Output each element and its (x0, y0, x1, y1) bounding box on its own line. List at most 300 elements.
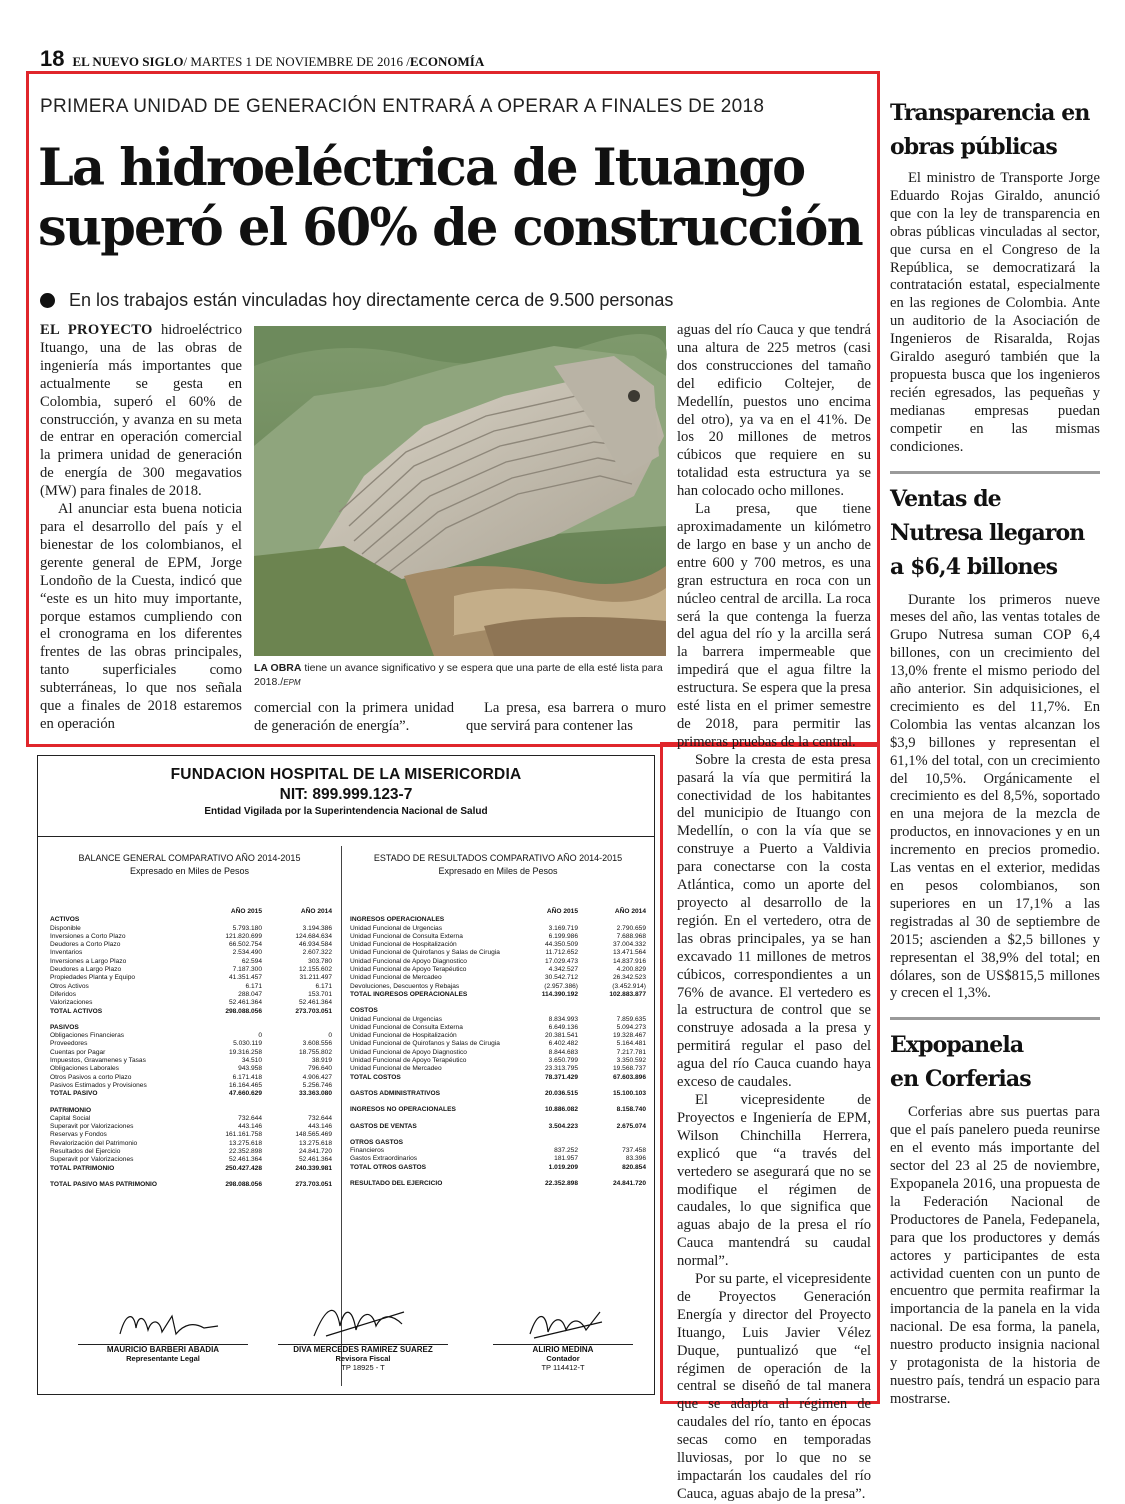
table-row (350, 966, 646, 974)
table-row (50, 991, 332, 999)
column-2-text: comercial con la primera unidad de generación de energía”. (254, 700, 454, 734)
value-2015: 298.088.056 (225, 1180, 262, 1188)
table-row (350, 1007, 646, 1015)
article-kicker: PRIMERA UNIDAD DE GENERACIÓN ENTRARÁ A OPERAR A FINALES DE 2018 (40, 96, 765, 117)
signature-legal-rep (114, 1304, 224, 1344)
table-row (350, 1131, 646, 1139)
signature-block-3: ALIRIO MEDINA Contador TP 114412-T (493, 1344, 633, 1372)
row-label: Devoluciones, Descuentos y Rebajas (350, 982, 460, 990)
value-2015: 22.352.898 (544, 1180, 578, 1188)
row-label: Valorizaciones (50, 999, 93, 1007)
article-column-3 (466, 700, 666, 740)
table-row (50, 1123, 332, 1131)
value-2015: 1.019.209 (548, 1163, 578, 1171)
value-2014: 240.339.981 (295, 1164, 332, 1172)
row-label (50, 1016, 194, 1024)
row-label: Otros Pasivos a corto Plazo (50, 1073, 132, 1081)
value-2015 (194, 1016, 262, 1024)
table-row (50, 1156, 332, 1164)
table-row (350, 1057, 646, 1065)
value-2014: 13.471.564 (612, 949, 646, 957)
row-label: OTROS GASTOS (350, 1138, 404, 1146)
row-label: Otros Activos (50, 982, 89, 990)
row-label: INGRESOS OPERACIONALES (350, 916, 445, 924)
value-2015: 11.712.652 (545, 949, 578, 957)
deck-text: En los trabajos están vinculadas hoy directamente cerca de 9.500 personas (69, 290, 674, 310)
row-label: Unidad Funcional de Urgencias (350, 1015, 443, 1023)
table-row (350, 1115, 646, 1123)
row-label: TOTAL ACTIVOS (50, 1007, 103, 1015)
row-label: Disponible (50, 924, 81, 932)
lead-in: EL PROYECTO (40, 322, 153, 338)
brief-transparencia (890, 96, 1100, 457)
brief-1-text: El ministro de Transporte Jorge Eduardo Rojas Giraldo, anunció que con la ley de transparencia en obras públicas vinculadas al sector, que cursa en el Congreso de la República, se democratizará la contratación estatal, especialmente en las regiones de Colombia. Ante un auditorio de la Asociación de Ingenieros de Risaralda, Rojas Giraldo aseguró también que la propuesta busca que los ingenieros recién egresados, las pequeñas y medianas empresas puedan competir en las mismas condiciones. (890, 170, 1100, 455)
value-2015: 8.834.993 (548, 1015, 578, 1023)
value-2015: 20.036.515 (544, 1089, 578, 1097)
value-2014 (262, 1173, 332, 1181)
table-row (350, 1180, 646, 1188)
income-statement-table (350, 908, 646, 1188)
row-label (50, 1173, 194, 1181)
table-row (350, 941, 646, 949)
value-2014: 2.790.659 (616, 924, 646, 932)
value-2015: 443.146 (238, 1123, 262, 1131)
table-row (50, 925, 332, 933)
page-number: 18 (40, 46, 65, 71)
value-2015 (194, 1024, 262, 1032)
value-2015: 52.461.364 (228, 999, 262, 1007)
row-label: Unidad Funcional de Quirofanos y Salas de Cirugia (350, 949, 500, 957)
row-label: GASTOS ADMINISTRATIVOS (350, 1089, 440, 1097)
headline-line-1: La hidroeléctrica de Ituango (38, 138, 805, 198)
value-2014 (578, 999, 646, 1007)
row-label (350, 1172, 516, 1180)
row-label: GASTOS DE VENTAS (350, 1122, 417, 1130)
value-2015: 837.252 (554, 1147, 578, 1155)
table-row (50, 1032, 332, 1040)
value-2015 (516, 999, 578, 1007)
table-row (350, 999, 646, 1007)
value-2014: 6.171 (315, 982, 332, 990)
row-label: INGRESOS NO OPERACIONALES (350, 1106, 456, 1114)
row-label (350, 1115, 516, 1123)
row-label: Proveedores (50, 1040, 88, 1048)
table-row (50, 941, 332, 949)
row-label: RESULTADO DEL EJERCICIO (350, 1180, 443, 1188)
table-row (350, 1016, 646, 1024)
table-row (50, 1008, 332, 1016)
value-2015 (516, 1098, 578, 1106)
value-2015: 4.342.527 (548, 966, 578, 974)
table-row (350, 949, 646, 957)
column-4-paragraph-5: Por su parte, el vicepresidente de Proyectos Generación Energía y director del Proyecto Ituango, Luis Javier Vélez Duque, puntualizó que “el régimen de operación de la central se diseñó de tal manera que se adapta al régimen de caudales del río, tanto en épocas secas como en temporadas lluviosas, por lo que no se impactarán los caudales del río Cauca, aguas abajo de la presa”. (677, 1271, 871, 1502)
value-2014: 303.780 (308, 957, 332, 965)
row-label: Unidad Funcional de Apoyo Diagnostico (350, 1048, 467, 1056)
value-2014 (578, 1098, 646, 1106)
caption-credit: EPM (283, 678, 301, 687)
value-2014: 820.854 (622, 1163, 646, 1171)
value-2014: 19.568.737 (612, 1065, 646, 1073)
value-2015: 2.534.490 (232, 949, 262, 957)
value-2014: 46.934.584 (298, 941, 332, 949)
signature-fiscal-reviewer (306, 1296, 416, 1344)
row-label: Unidad Funcional de Apoyo Terapéutico (350, 966, 467, 974)
table-row (50, 1024, 332, 1032)
value-2014: 0 (328, 1032, 332, 1040)
value-2014: 15.100.103 (612, 1089, 646, 1097)
value-2014 (262, 1024, 332, 1032)
value-2015: 30.542.712 (544, 974, 578, 982)
column-4-paragraph-3: Sobre la cresta de esta presa pasará la vía que permitirá la conectividad de los habitantes del municipio de Ituango con Medellín, o con la vía que se construye a Puerto a Valdivia para conectarse con la costa Atlántica, como un aporte del proyecto al desarrollo de la región. En el vertedero, otra de las obras principales, ya se han excavado 11 millones de metros cúbicos, correspondientes a un 76% de avance. El vertedero es la estructura de control que se construye adosada a la presa y permitirá regular el paso del agua del río Cauca cuando haya exceso de caudales. (677, 751, 871, 1091)
column-3-text: La presa, esa barrera o muro que servirá para contener las (466, 700, 666, 734)
value-2014 (578, 1115, 646, 1123)
value-2014: 14.837.916 (612, 957, 646, 965)
row-label (350, 1082, 516, 1090)
row-label: Obligaciones Laborales (50, 1065, 119, 1073)
value-2015 (516, 1131, 578, 1139)
value-2014: 443.146 (308, 1123, 332, 1131)
sidebar-briefs (890, 96, 1100, 1407)
value-2014: 124.684.634 (295, 932, 332, 940)
value-2014 (262, 1016, 332, 1024)
value-2015 (516, 916, 578, 924)
table-row (50, 983, 332, 991)
value-2015: 22.352.898 (228, 1148, 262, 1156)
table-row (350, 1090, 646, 1098)
table-row (50, 916, 332, 924)
table-row (50, 933, 332, 941)
value-2014: 24.841.720 (298, 1148, 332, 1156)
row-label: Deudores a Corto Plazo (50, 941, 121, 949)
value-2015 (194, 1173, 262, 1181)
value-2015: 13.275.618 (228, 1139, 262, 1147)
value-2015: 5.030.119 (233, 1040, 262, 1048)
column-header-2014: AÑO 2014 (300, 908, 332, 915)
value-2015: 34.510 (241, 1057, 262, 1065)
row-label: Superavit por Valorizaciones (50, 1123, 134, 1131)
table-row (50, 949, 332, 957)
balance-subtitle: Expresado en Miles de Pesos (129, 866, 250, 876)
table-row (350, 1049, 646, 1057)
value-2014: 273.703.051 (295, 1007, 332, 1015)
brief-expopanela (890, 1028, 1100, 1408)
row-label: Reservas y Fondos (50, 1131, 107, 1139)
value-2014: 19.328.467 (612, 1032, 646, 1040)
financial-statement-ad (37, 755, 655, 1395)
value-2014: 732.644 (308, 1114, 332, 1122)
row-label: Unidad Funcional de Mercadeo (350, 1065, 442, 1073)
value-2014: 5.164.481 (616, 1040, 646, 1048)
row-label: TOTAL COSTOS (350, 1073, 401, 1081)
table-row (50, 958, 332, 966)
value-2014: 102.883.877 (609, 990, 646, 998)
value-2015: 7.187.300 (232, 966, 262, 974)
balance-sheet-section (38, 852, 341, 878)
balance-sheet-table (50, 908, 332, 1189)
row-label (350, 1098, 516, 1106)
value-2014: 153.701 (308, 990, 332, 998)
value-2014 (578, 1172, 646, 1180)
value-2015: 6.171 (245, 982, 262, 990)
value-2015: 3.169.719 (548, 924, 578, 932)
table-row (50, 1090, 332, 1098)
row-label (350, 999, 516, 1007)
value-2015: 5.793.180 (232, 924, 262, 932)
table-row (350, 1106, 646, 1114)
row-label: PASIVOS (50, 1023, 79, 1031)
table-row (50, 1107, 332, 1115)
value-2015: (2.957.386) (544, 982, 578, 990)
row-label: Unidad Funcional de Mercadeo (350, 974, 442, 982)
row-label: Unidad Funcional de Apoyo Diagnostico (350, 957, 467, 965)
value-2014: 12.155.602 (298, 966, 332, 974)
table-row (50, 966, 332, 974)
caption-text: tiene un avance significativo y se espera que una parte de ella esté lista para 2018./ (254, 662, 663, 688)
row-label: Capital Social (50, 1114, 91, 1122)
table-row (50, 1074, 332, 1082)
row-label (350, 1131, 516, 1139)
table-row (50, 1065, 332, 1073)
value-2015: 161.161.758 (225, 1131, 262, 1139)
table-row (50, 1181, 332, 1189)
value-2015: 66.502.754 (228, 941, 262, 949)
value-2015: 10.886.082 (544, 1106, 578, 1114)
value-2015 (194, 1107, 262, 1115)
value-2014 (578, 1082, 646, 1090)
value-2014: 52.461.364 (298, 999, 332, 1007)
table-row (350, 916, 646, 924)
hospital-name: FUNDACION HOSPITAL DE LA MISERICORDIA (170, 766, 522, 783)
income-title: ESTADO DE RESULTADOS COMPARATIVO AÑO 2014-2015 (373, 853, 623, 863)
value-2015: 121.820.699 (225, 932, 262, 940)
table-row (50, 1016, 332, 1024)
row-label: Unidad Funcional de Consulta Externa (350, 1023, 463, 1031)
article-column-1 (40, 322, 242, 740)
column-header-2014: AÑO 2014 (614, 908, 646, 915)
value-2015 (516, 1007, 578, 1015)
table-row (50, 1165, 332, 1173)
row-label: Unidad Funcional de Urgencias (350, 924, 443, 932)
row-label: Unidad Funcional de Hospitalización (350, 1032, 457, 1040)
hospital-nit: NIT: 899.999.123-7 (279, 786, 413, 803)
row-label: Cuentas por Pagar (50, 1048, 106, 1056)
table-row (50, 1115, 332, 1123)
table-row (350, 1164, 646, 1172)
value-2015: 52.461.364 (228, 1156, 262, 1164)
brief-1-title: Transparencia en obras públicas (890, 100, 1090, 160)
signature-block-1: MAURICIO BARBERI ABADIA Representante Legal (78, 1344, 248, 1363)
row-label: Gastos Extraordinarios (350, 1155, 418, 1163)
income-subtitle: Expresado en Miles de Pesos (438, 866, 558, 876)
table-row (350, 1155, 646, 1163)
value-2015 (516, 1115, 578, 1123)
value-2015: 943.958 (238, 1065, 262, 1073)
table-row (50, 1140, 332, 1148)
table-row (350, 983, 646, 991)
table-row (350, 1123, 646, 1131)
table-row (350, 1172, 646, 1180)
table-row (350, 933, 646, 941)
value-2015: 3.650.799 (548, 1057, 578, 1065)
column-header-2015: AÑO 2015 (546, 908, 578, 915)
table-row (350, 991, 646, 999)
table-row (50, 1148, 332, 1156)
table-row (350, 1074, 646, 1082)
value-2014 (578, 1131, 646, 1139)
row-label: PATRIMONIO (50, 1106, 92, 1114)
income-statement-section (342, 852, 654, 878)
brief-divider (890, 1017, 1100, 1020)
value-2014: 7.217.781 (616, 1048, 646, 1056)
table-row (350, 1139, 646, 1147)
article-deck (40, 290, 860, 311)
table-row (50, 1099, 332, 1107)
value-2015: 62.594 (241, 957, 262, 965)
value-2014: 3.194.386 (302, 924, 332, 932)
value-2015: 44.350.509 (544, 941, 578, 949)
table-row (350, 1065, 646, 1073)
value-2014: 7.859.635 (616, 1015, 646, 1023)
value-2014: 3.608.556 (302, 1040, 332, 1048)
row-label: Pasivos Estimados y Provisiones (50, 1081, 147, 1089)
value-2014 (262, 1107, 332, 1115)
supervision-note: Entidad Vigilada por la Superintendencia Nacional de Salud (204, 806, 488, 817)
dam-photo-illustration (254, 326, 666, 656)
value-2015: 6.199.986 (548, 932, 578, 940)
row-label: Unidad Funcional de Apoyo Terapéutico (350, 1057, 467, 1065)
value-2014: 5.094.273 (616, 1023, 646, 1031)
value-2015: 298.088.056 (225, 1007, 262, 1015)
table-row (50, 1040, 332, 1048)
value-2015 (194, 1099, 262, 1107)
article-column-2 (254, 700, 454, 740)
value-2014: (3.452.914) (612, 982, 646, 990)
table-row (50, 1082, 332, 1090)
headline-line-2: superó el 60% de construcción (38, 198, 862, 258)
brief-divider (890, 471, 1100, 474)
section-name: ECONOMÍA (409, 54, 485, 69)
brief-nutresa (890, 482, 1100, 1004)
table-row (350, 1024, 646, 1032)
caption-lead: LA OBRA (254, 662, 302, 674)
table-row (350, 958, 646, 966)
value-2014: 13.275.618 (298, 1139, 332, 1147)
brief-3-title: Expopanela en Corferias (890, 1032, 1031, 1093)
article-column-4 (677, 322, 871, 1502)
value-2014: 52.461.364 (298, 1156, 332, 1164)
value-2014: 67.603.896 (612, 1073, 646, 1081)
table-row (350, 1147, 646, 1155)
row-label: Propiedades Planta y Equipo (50, 974, 136, 982)
signature-block-2: DIVA MERCEDES RAMIREZ SUAREZ Revisora Fiscal TP 18925 - T (278, 1344, 448, 1372)
value-2014: 37.004.332 (612, 941, 646, 949)
table-row (50, 974, 332, 982)
value-2015: 732.644 (238, 1114, 262, 1122)
value-2014 (262, 916, 332, 924)
value-2015: 23.313.795 (544, 1065, 578, 1073)
page-masthead (40, 46, 1120, 70)
column-4-paragraph-4: El vicepresidente de Proyectos e Ingeniería de EPM, Wilson Chinchilla Herrera, explicó que “a través del vertedero se asegurará que no se modifique el régimen de caudales, lo que significa que aguas abajo de la presa el río Cauca mantendrá su caudal normal”. (677, 1091, 871, 1270)
value-2014 (262, 1099, 332, 1107)
brief-3-text: Corferias abre sus puertas para que el país panelero pueda reunirse en el evento más importante del sector del 23 al 25 de noviembre, Expopanela 2016, una propuesta de la Federación Nacional de Productores de Panela, Fedepanela, para que los productores y demás actores y participantes de esta actividad cuenten con un punto de encuentro que permita reafirmar la importancia de la panela en la vida nacional. De esa forma, la panela, nuestro producto insignia nacional y protagonista de la historia de nuestro país, tendrá un espacio para mostrarse. (890, 1104, 1100, 1407)
value-2014: 4.200.829 (616, 966, 646, 974)
row-label: Inversiones a Corto Plazo (50, 932, 126, 940)
value-2014 (578, 1139, 646, 1147)
value-2015 (194, 916, 262, 924)
table-row (350, 1032, 646, 1040)
value-2014: 31.211.497 (299, 974, 332, 982)
row-label: Superavit por Valorizaciones (50, 1156, 134, 1164)
row-label (50, 1099, 194, 1107)
value-2015: 17.029.473 (544, 957, 578, 965)
value-2014: 7.688.968 (616, 932, 646, 940)
value-2015: 288.047 (238, 990, 262, 998)
value-2015: 78.371.429 (544, 1073, 578, 1081)
value-2014: 3.350.592 (616, 1057, 646, 1065)
table-row (50, 1131, 332, 1139)
value-2014: 18.755.802 (298, 1048, 332, 1056)
balance-title: BALANCE GENERAL COMPARATIVO AÑO 2014-2015 (78, 853, 301, 863)
value-2014: 38.919 (311, 1057, 332, 1065)
publication-name: EL NUEVO SIGLO (72, 54, 184, 69)
table-row (350, 1082, 646, 1090)
value-2014: 2.607.322 (302, 949, 332, 957)
value-2015: 6.649.136 (548, 1023, 578, 1031)
brief-2-text: Durante los primeros nueve meses del año, las ventas totales de Grupo Nutresa suman COP 6,4 billones, con un crecimiento del 13,0% frente el mismo periodo del año anterior. Sin adquisiciones, el crecimiento es del 11,7%. En Colombia las ventas alcanzan los $3,9 billones y representan el 61,1% del total, con un crecimiento del 10,5%. Orgánicamente el crecimiento es del 8,5%, soportado en una mejora de la mezcla de productos, en innovaciones y en un incremento en precios promedio. Las ventas en el exterior, medidas en pesos colombianos, son superiores en un 17,1% a las registradas al 30 de septiembre de 2015; ascienden a $2,5 billones y representan el 38,9% del total; en dólares, son de US$815,5 millones y crecen el 1,3%. (890, 591, 1100, 1002)
table-row (350, 974, 646, 982)
row-label: Inventarios (50, 949, 83, 957)
column-1-paragraph-1: hidroeléctrico Ituango, una de las obras de ingeniería más importantes que actualmente se gesta en Colombia, superó el 60% de construcción, y avanza en su meta de entrar en operación comercial la primera unidad de generación de energía de 300 megavatios (MW) para finales de 2018. (40, 322, 242, 500)
value-2014: 4.906.427 (302, 1073, 332, 1081)
value-2015: 41.351.457 (228, 974, 262, 982)
brief-2-title: Ventas de Nutresa llegaron a $6,4 billones (890, 485, 1085, 580)
value-2014: 24.841.720 (612, 1180, 646, 1188)
row-label: TOTAL PASIVO MAS PATRIMONIO (50, 1180, 157, 1188)
row-label: Deudores a Largo Plazo (50, 966, 122, 974)
value-2014 (578, 1007, 646, 1015)
table-row (50, 1049, 332, 1057)
row-label: Revalorización del Patrimonio (50, 1139, 138, 1147)
dam-construction-photo (254, 326, 666, 656)
row-label: TOTAL OTROS GASTOS (350, 1163, 427, 1171)
row-label: Unidad Funcional de Quirofanos y Salas de Cirugia (350, 1040, 500, 1048)
row-label: Obligaciones Financieras (50, 1032, 125, 1040)
value-2014 (578, 916, 646, 924)
value-2015: 0 (258, 1032, 262, 1040)
table-row (350, 1040, 646, 1048)
table-row (350, 925, 646, 933)
column-1-paragraph-2: Al anunciar esta buena noticia para el desarrollo del país y el bienestar de los colombianos, el gerente general de EPM, Jorge Londoño de la Cuesta, indicó que “este es un hito muy importante, porque estamos cumpliendo con el cronograma en los diferentes frentes de las obras principales, tanto superficiales como subterráneas, lo que nos señala que a finales de 2018 estaremos en operación (40, 501, 242, 732)
value-2015: 6.171.418 (232, 1073, 262, 1081)
column-header-2015: AÑO 2015 (230, 908, 262, 915)
value-2014: 83.396 (625, 1155, 646, 1163)
value-2015: 181.957 (554, 1155, 578, 1163)
value-2015: 3.504.223 (548, 1122, 578, 1130)
table-row (50, 999, 332, 1007)
bullet-dot-icon (40, 293, 55, 308)
signature-accountant (520, 1302, 610, 1344)
issue-date: / MARTES 1 DE NOVIEMBRE DE 2016 / (183, 54, 410, 69)
value-2015: 19.316.258 (228, 1048, 262, 1056)
table-row (50, 1057, 332, 1065)
article-headline (38, 138, 868, 258)
value-2015: 47.660.629 (228, 1090, 262, 1098)
row-label: Diferidos (50, 990, 77, 998)
value-2015 (516, 1082, 578, 1090)
row-label: TOTAL PASIVO (50, 1090, 98, 1098)
value-2014: 796.640 (308, 1065, 332, 1073)
value-2014: 8.158.740 (616, 1106, 646, 1114)
